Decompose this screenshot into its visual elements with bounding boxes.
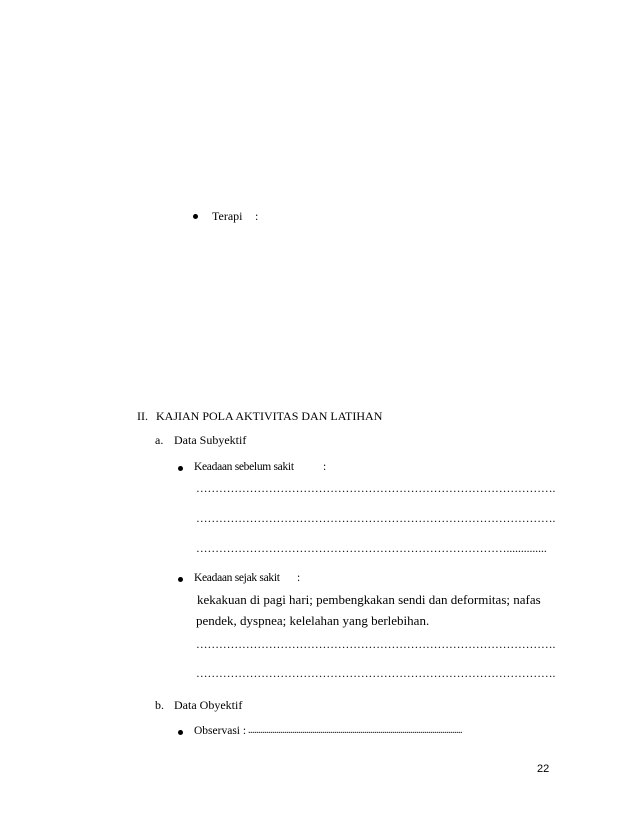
sejak-sakit-text-line1: kekakuan di pagi hari; pembengkakan sendi dan deformitas; nafas: [197, 592, 541, 607]
sejak-sakit-label: Keadaan sejak sakit: [194, 572, 280, 584]
sebelum-sakit-colon: :: [323, 461, 327, 473]
bullet-icon: [178, 577, 183, 582]
bullet-icon: [178, 730, 183, 735]
terapi-label: Terapi: [212, 209, 243, 223]
terapi-colon: :: [255, 209, 259, 223]
dotted-line: ………………………………………………………………………………….: [196, 639, 556, 651]
dotted-line: ………………………………………………………………………………….: [196, 513, 556, 525]
observasi-dots: ...........................................................................................................: [248, 725, 462, 736]
subsection-title-subyektif: Data Subyektif: [174, 433, 247, 447]
subsection-title-obyektif: Data Obyektif: [174, 698, 243, 712]
dotted-line: ………………………………………………………………………………….: [196, 668, 556, 680]
sejak-sakit-text-line2: pendek, dyspnea; kelelahan yang berlebihan.: [196, 613, 430, 628]
observasi-label: Observasi :: [194, 725, 247, 737]
subsection-letter-b: b.: [155, 698, 164, 712]
subsection-letter-a: a.: [155, 433, 164, 447]
section-number: II.: [137, 409, 148, 423]
sejak-sakit-colon: :: [297, 572, 301, 584]
dotted-line: ………………………………………………………………………………….: [196, 483, 556, 495]
page-number: 22: [537, 763, 550, 775]
dotted-line: ………………………………………………………………………..............: [196, 543, 547, 555]
bullet-icon: [178, 466, 183, 471]
section-title: KAJIAN POLA AKTIVITAS DAN LATIHAN: [156, 409, 383, 423]
sebelum-sakit-label: Keadaan sebelum sakit: [194, 461, 294, 473]
bullet-icon: [193, 214, 198, 219]
